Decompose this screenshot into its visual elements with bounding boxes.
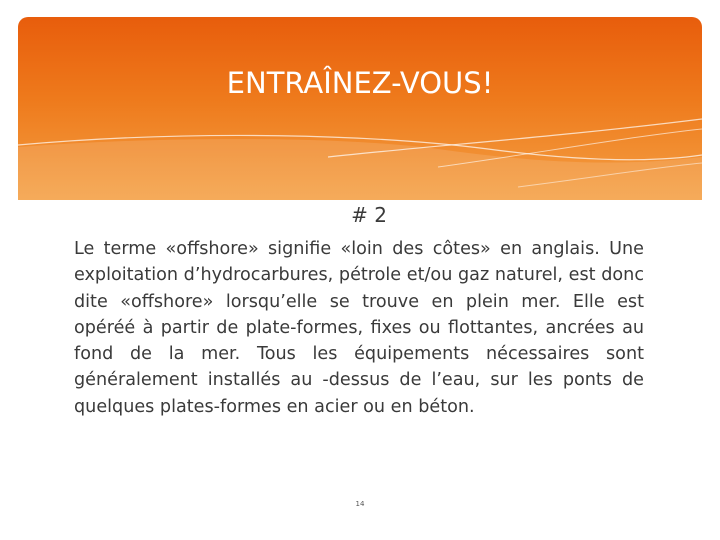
- slide-title: ENTRAÎNEZ-VOUS!: [226, 66, 494, 100]
- header-banner: [18, 17, 702, 200]
- page-number: 14: [355, 500, 365, 508]
- body-paragraph: Le terme «offshore» signifie «loin des côtes» en anglais. Une exploitation d’hydrocarbures, pétrole et/ou gaz naturel, est donc dite «offshore» lorsqu’elle se trouve en plein mer. Elle est opéréé à partir de plate-formes, fixes ou flottantes, ancrées au fond de la mer. Tous les équipements nécessaires sont généralement installés au -dessus de l’eau, sur les ponts de quelques plates-formes en acier ou en béton.: [74, 239, 644, 417]
- exercise-number: # 2: [351, 203, 387, 227]
- header-wave-decoration: [18, 17, 702, 200]
